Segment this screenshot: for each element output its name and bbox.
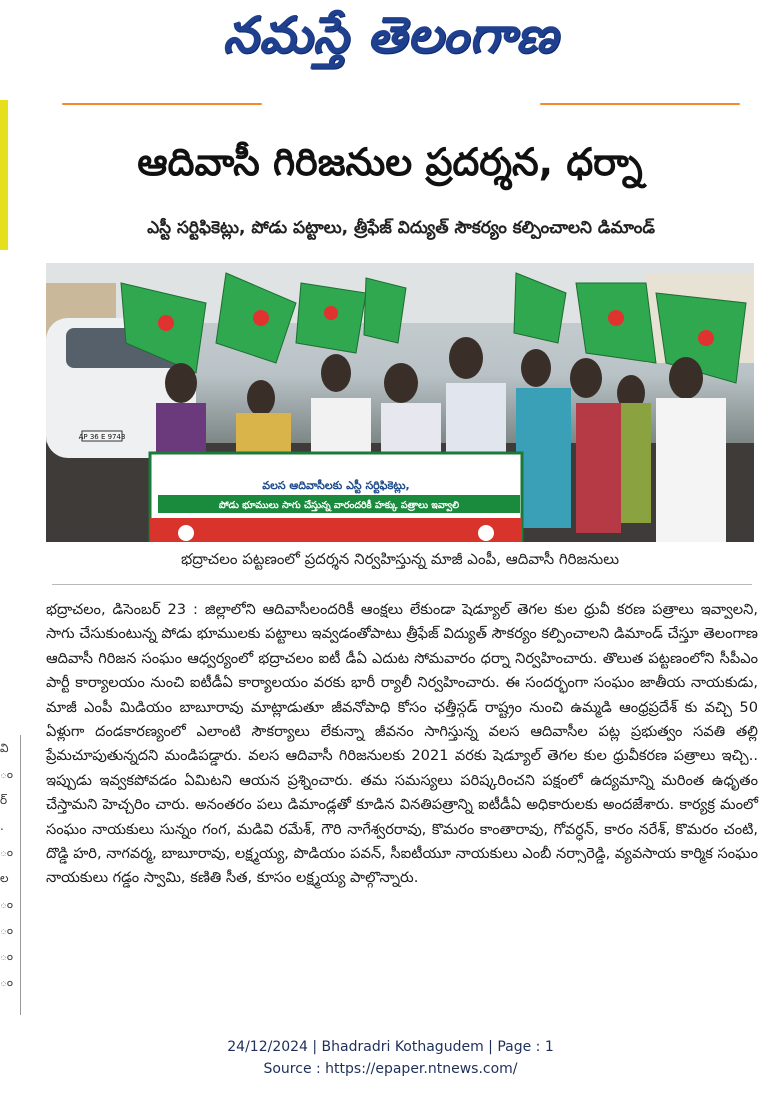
side-mark: ల <box>0 871 9 885</box>
subheadline: ఎస్టీ సర్టిఫికెట్లు, పోడు పట్టాలు, త్రీఫేజ్ విద్యుత్ సౌకర్యం కల్పించాలని డిమాండ్ <box>147 218 655 238</box>
yellow-strip <box>0 100 8 250</box>
banner-line-2: పోడు భూములు సాగు చేస్తున్న వారందరికీ హక్కు పత్రాలు ఇవ్వాలి <box>218 500 460 511</box>
side-mark: ం <box>0 845 14 859</box>
side-mark: ం <box>0 949 14 963</box>
news-photo <box>46 263 754 542</box>
headline: ఆదివాసీ గిరిజనుల ప్రదర్శన, ధర్నా <box>137 140 643 184</box>
page-footer <box>0 1036 781 1080</box>
banner-line-1: వలస ఆదివాసీలకు ఎస్టీ సర్టిఫికెట్లు, <box>262 479 410 492</box>
footer-source-link[interactable]: Source : https://epaper.ntnews.com/ <box>263 1061 518 1077</box>
side-column-fragment <box>0 735 12 995</box>
article-body: భద్రాచలం, డిసెంబర్ 23 : జిల్లాలోని ఆదివాసీలందరికీ ఆంక్షలు లేకుండా షెడ్యూల్ తెగల కుల ధ్రువీ కరణ పత్రాలు ఇవ్వాలని, సాగు చేసుకుంటున్న పోడు భూములకు పట్టాలు ఇవ్వడంతోపాటు త్రీఫేజ్ విద్యుత్ సౌకర్యం కల్పించాలని డిమాండ్ చేస్తూ తెలంగాణ ఆదివాసీ గిరిజన సంఘం ఆధ్వర్యంలో భద్రాచలం ఐటీ డీఏ ఎదుట సోమవారం ధర్నా నిర్వహించారు. తొలుత పట్టణంలోని సీపీఎం పార్టీ కార్యాలయం నుంచి ఐటీడీఏ కార్యాలయం వరకు భారీ ర్యాలీ నిర్వహించారు. ఈ సందర్భంగా సంఘం జాతీయ నాయకుడు, మాజీ ఎంపీ మిడియం బాబూరావు మాట్లాడుతూ జీవనోపాధి కోసం ఛత్తీస్గడ్ రాష్ట్రం నుంచి ఉమ్మడి ఆంధ్రప్రదేశ్ కు వచ్చి 50 ఏళ్లుగా దండకారణ్యంలో ఎలాంటి సౌకర్యాలు లేకున్నా జీవనం సాగిస్తున్న వలస ఆదివాసీల పట్ల ప్రభుత్వం సవతి తల్లి ప్రేమచూపుతున్నదని మండిపడ్డారు. వలస ఆదివాసీ గిరిజనులకు 2021 వరకు షెడ్యూల్ తెగల కుల ధ్రువీకరణ పత్రాలు ఇచ్చి.. ఇప్పుడు ఇవ్వకపోవడం ఏమిటని ఆయన ప్రశ్నించారు. తమ సమస్యలు పరిష్కరించని పక్షంలో ఉద్యమాన్ని మరింత ఉధృతం చేస్తామని హెచ్చరిం చారు. అనంతరం పలు డిమాండ్లతో కూడిన వినతిపత్రాన్ని ఐటీడీఏ అధికారులకు అందజేశారు. కార్యక్ర మంలో సంఘం నాయకులు సున్నం గంగ, మడివి రమేశ్, గౌరి నాగేశ్వరరావు, కొమరం కాంతారావు, గోవర్ధన్, కారం నరేశ్, కొమరం చంటి, దొడ్డి హరి, నాగవర్మ, బాబూరావు, లక్ష్మయ్య, పొడియం పవన్, సీఐటీయూ నాయకులు ఎంబీ నర్సారెడ్డి, వ్యవసాయ కార్మిక సంఘం నాయకులు గడ్డం స్వామి, కణితి సీత, కూసం లక్ష్మయ్య పాల్గొన్నారు. <box>46 601 758 887</box>
protest-banner <box>150 453 522 542</box>
side-mark: ర్ <box>0 793 8 807</box>
orange-divider-right <box>540 103 740 105</box>
side-mark: . <box>0 819 4 833</box>
orange-divider-left <box>62 103 262 105</box>
footer-edition-line: 24/12/2024 | Bhadradri Kothagudem | Page : 1 <box>227 1039 554 1055</box>
car-plate: AP 36 E 9743 <box>78 433 126 441</box>
side-mark: వి <box>0 741 9 755</box>
side-mark: ం <box>0 975 14 989</box>
side-mark: ం <box>0 923 14 937</box>
side-mark: ం <box>0 767 14 781</box>
photo-caption: భద్రాచలం పట్టణంలో ప్రదర్శన నిర్వహిస్తున్న మాజీ ఎంపీ, ఆదివాసీ గిరిజనులు <box>180 550 620 568</box>
side-mark: ం <box>0 897 14 911</box>
caption-rule <box>52 584 752 585</box>
vertical-rule <box>20 735 21 1015</box>
masthead: నమస్తే తెలంగాణ <box>222 6 559 64</box>
